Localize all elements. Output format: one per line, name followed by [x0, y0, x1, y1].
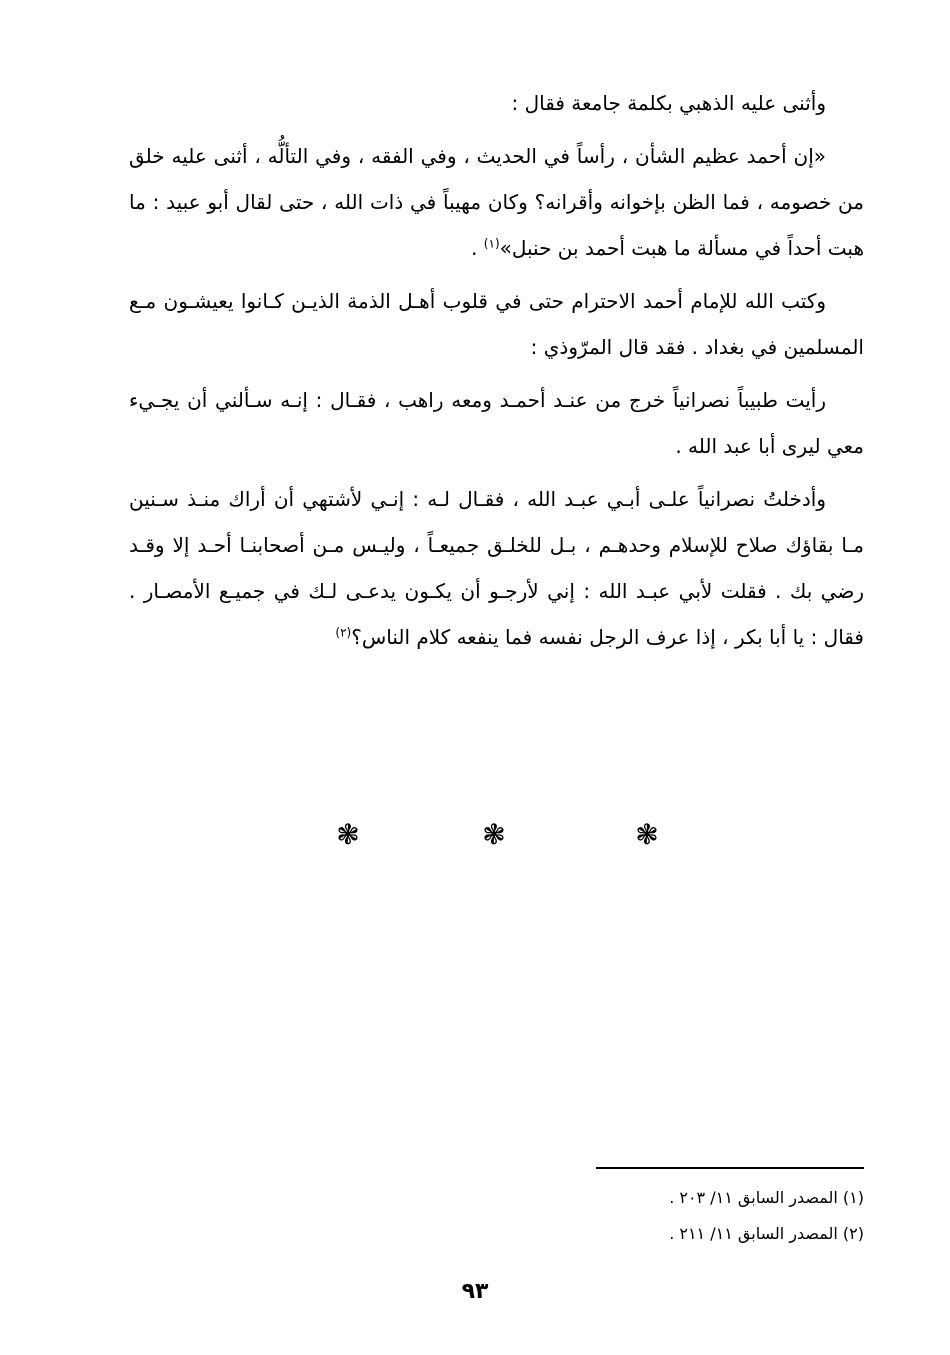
footnote-1: (١) المصدر السابق ١١/ ٢٠٣ . [669, 1188, 864, 1207]
separator-star-icon: ❃ [635, 818, 659, 851]
paragraph-respect [129, 278, 864, 370]
footnotes [364, 1180, 864, 1252]
paragraph-christian-text: وأدخلتُ نصرانياً علـى أبـي عبـد الله ، فقـال لـه : إنـي لأشتهي أن أراك منـذ سـنين مـا بقاؤك صلاح للإسلام وحدهـم ، بـل للخلـق جميعـاً ، وليـس مـن أصحابنـا أحـد إلا وقـد رضي بك . فقلت لأبي عبـد الله : إني لأرجـو أن يكـون يدعـى لـك في جميـع الأمصـار . فقال : يا أبا بكر ، إذا عرف الرجل نفسه فما ينفعه كلام الناس؟ [129, 487, 864, 649]
paragraph-quote [129, 133, 864, 271]
separator-star-icon: ❃ [336, 818, 360, 851]
footnote-divider [596, 1167, 864, 1169]
paragraph-intro-text: وأثنى عليه الذهبي بكلمة جامعة فقال : [511, 91, 826, 115]
page-number: ٩٣ [461, 1279, 489, 1304]
section-separator [0, 815, 950, 855]
paragraph-physician-text: رأيت طبيباً نصرانياً خرج من عنـد أحمـد ومعه راهب ، فقـال : إنـه سـألني أن يجـيء معي ليرى أبا عبد الله . [129, 388, 864, 458]
footnote-2: (٢) المصدر السابق ١١/ ٢١١ . [669, 1224, 864, 1243]
paragraph-respect-text: وكتب الله للإمام أحمد الاحترام حتى في قلوب أهـل الذمة الذيـن كـانوا يعيشـون مـع المسلمين في بغداد . فقد قال المرّوذي : [129, 289, 864, 359]
footnote-ref-1-trailing: . [471, 236, 484, 260]
paragraph-christian [129, 476, 864, 660]
paragraph-intro [129, 80, 864, 126]
footnote-ref-1[interactable]: (١) [483, 236, 500, 251]
paragraph-physician [129, 377, 864, 469]
separator-star-icon: ❃ [482, 818, 506, 851]
paragraph-quote-text: «إن أحمد عظيم الشأن ، رأساً في الحديث ، وفي الفقه ، وفي التألُّه ، أثنى عليه خلق من خصومه ، فما الظن بإخوانه وأقرانه؟ وكان مهيباً في ذات الله ، حتى لقال أبو عبيد : ما هبت أحداً في مسألة ما هبت أحمد بن حنبل» [129, 144, 864, 260]
footnote-ref-2[interactable]: (٢) [335, 625, 352, 640]
main-text [129, 80, 864, 667]
